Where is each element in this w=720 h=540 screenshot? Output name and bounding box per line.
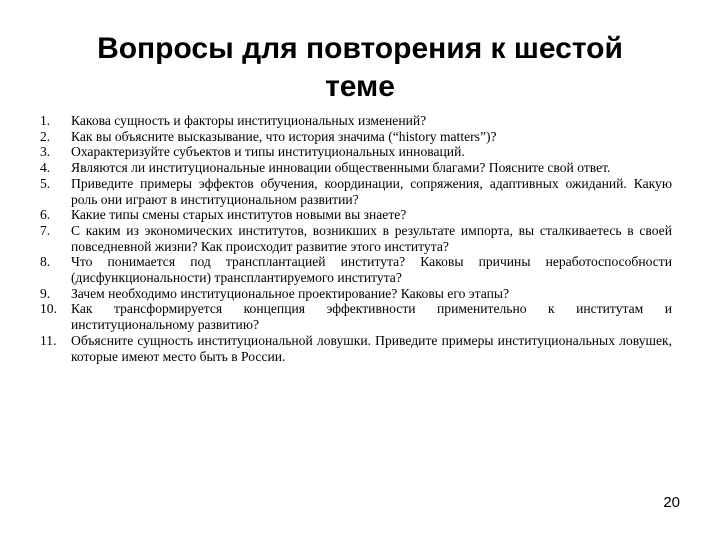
- page-number: 20: [663, 494, 680, 511]
- question-item: [40, 160, 672, 176]
- question-text: Приведите примеры эффектов обучения, координации, сопряжения, адаптивных ожиданий. Какую роль они играют в институциональном развитии?: [71, 175, 672, 207]
- question-item: [40, 333, 672, 364]
- question-number: 5.: [40, 175, 51, 191]
- question-text: Зачем необходимо институциональное проектирование? Каковы его этапы?: [71, 285, 510, 301]
- question-number: 9.: [40, 285, 51, 301]
- question-item: [40, 144, 672, 160]
- question-text: С каким из экономических институтов, возникших в результате импорта, вы сталкиваетесь в своей повседневной жизни? Как происходит развитие этого института?: [71, 222, 672, 254]
- question-number: 1.: [40, 113, 51, 128]
- question-item: [40, 113, 672, 129]
- question-number: 8.: [40, 254, 51, 270]
- question-item: [40, 223, 672, 254]
- question-text: Какие типы смены старых институтов новыми вы знаете?: [71, 207, 407, 223]
- question-item: [40, 129, 672, 145]
- question-number: 7.: [40, 222, 51, 238]
- question-text: Охарактеризуйте субъектов и типы институциональных инноваций.: [71, 144, 465, 160]
- question-number: 10.: [40, 301, 57, 317]
- question-item: [40, 207, 672, 223]
- question-number: 11.: [40, 332, 57, 348]
- question-number: 3.: [40, 144, 51, 160]
- question-text: Что понимается под трансплантацией института? Каковы причины неработоспособности (дисфункциональности) трансплантируемого института?: [71, 254, 672, 286]
- question-item: [40, 176, 672, 207]
- question-list: [40, 113, 672, 364]
- question-text: Какова сущность и факторы институциональных изменений?: [71, 113, 427, 128]
- question-number: 2.: [40, 128, 51, 144]
- question-item: [40, 301, 672, 332]
- question-text: Как вы объясните высказывание, что история значима (“history matters”)?: [71, 128, 497, 144]
- question-text: Объясните сущность институциональной ловушки. Приведите примеры институциональных ловушек, которые имеют место быть в России.: [71, 332, 672, 364]
- slide-title: Вопросы для повторения к шестой теме: [97, 32, 623, 103]
- question-item: [40, 286, 672, 302]
- question-number: 6.: [40, 207, 51, 223]
- question-item: [40, 254, 672, 285]
- question-text: Как трансформируется концепция эффективности применительно к институтам и институциональному развитию?: [71, 301, 672, 333]
- question-number: 4.: [40, 160, 51, 176]
- question-text: Являются ли институциональные инновации общественными благами? Поясните свой ответ.: [71, 160, 611, 176]
